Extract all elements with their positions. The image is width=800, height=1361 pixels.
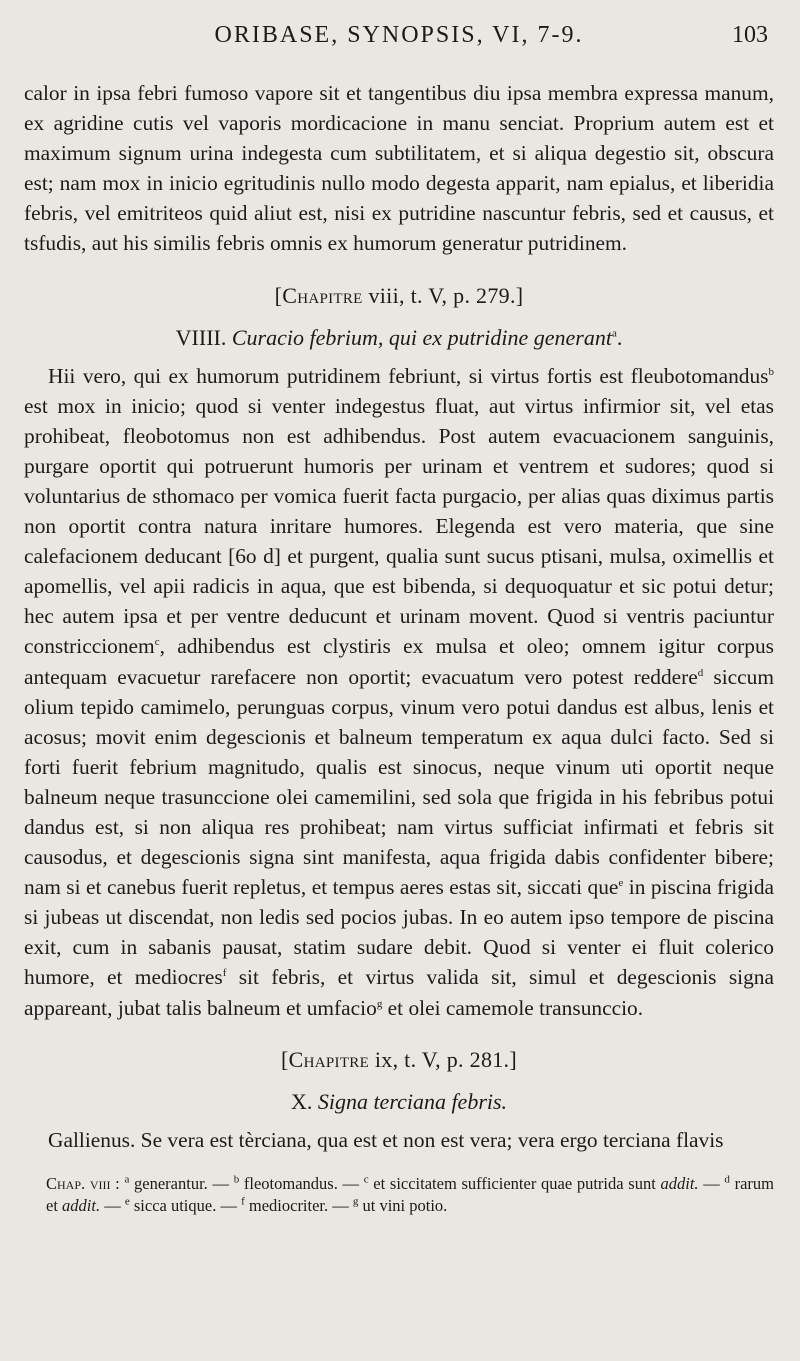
text-segment: est mox in inicio; quod si venter indegestus fluat, aut virtus infirmior sit, vel etas prohibeat, fleobotomus non est adhibendus. Post autem evacuacionem sanguinis, purgare oportit qui potruerunt humoris per urinam et ventrem et sudores; quod si voluntarius de sthomaco per vomica fuerit facta purgacio, per alias quas diximus partis non oportit contra natura inritare humores. Elegenda est vero materia, que sine calefacionem deducant [6o d] et purgent, qualia sunt sucus ptisani, mulsa, oximellis et apomellis, vel apii radicis in aqua, que est bibenda, si dequoquatur et sic potui detur; hec autem ipsa et per ventre deducunt et urinam movent. Quod si ventris paciuntur constriccionem [24, 393, 774, 659]
fn-text: rarum et [46, 1173, 775, 1215]
section-number: VIIII. [175, 324, 232, 350]
note-mark-g: g [376, 997, 383, 1010]
fn-addit: addit. [660, 1173, 699, 1193]
fn-mark-f: f [241, 1195, 245, 1208]
chapter-ref-rest: ix, t. V, p. 281. [369, 1046, 510, 1072]
note-mark-a: a [611, 327, 617, 340]
fn-mark-d: d [724, 1173, 730, 1186]
fn-mark-c: c [363, 1173, 369, 1186]
text-segment: Hii vero, qui ex humorum putridinem febriunt, si virtus fortis est fleubotomandus [48, 363, 769, 388]
page-number: 103 [732, 22, 768, 48]
running-head [24, 16, 774, 50]
chapter-reference-ix: [Chapitre ix, t. V, p. 281.] [281, 1046, 517, 1072]
running-title: ORIBASE, SYNOPSIS, VI, 7-9. [214, 22, 584, 48]
note-mark-b: b [768, 365, 774, 378]
fn-text: et siccitatem sufficienter quae putrida sunt [368, 1173, 661, 1193]
section-title-viiii: VIIII. Curacio febrium, qui ex putridine generant$^a$. [175, 324, 623, 350]
fn-mark-b: b [233, 1173, 240, 1186]
fn-mark-g: g [352, 1195, 359, 1208]
section-heading: Signa terciana febris. [317, 1088, 508, 1114]
fn-sep: — [698, 1173, 725, 1193]
chapter-label: Chapitre [288, 1046, 370, 1072]
section-title-x [24, 1089, 774, 1115]
chapter-ref-rest: viii, t. V, p. 279. [362, 282, 516, 308]
paragraph-continuation: calor in ipsa febri fumoso vapore sit et tangentibus diu ipsa membra expressa manum, ex agridine cutis vel vaporis mordicacione in manu senciat. Proprium autem est et maximum signum urina indegesta cum subtilitatem, et si aliqua degestio sit, obscura est; nam mox in inicio egritudinis nullo modo degesta apparit, nam epialus, et liberidia febris, vel emitriteos quid aliut est, nisi ex putridine nascuntur febris, sed et causus, et tsfudis, aut his similis febris omnis ex humorum generatur putridinem. [24, 81, 774, 256]
fn-text: ut vini potio. [358, 1195, 448, 1215]
fn-mark-e: e [124, 1195, 130, 1208]
fn-text: sicca utique. — [129, 1195, 242, 1215]
text-segment: siccum olium tepido camimelo, perunguas corpus, vinum vero potui dandus est albus, lenis et acosus; movit enim degescionis et balneum temperatum ex aqua dulci facto. Sed si forti fuerit febrium magnitudo, qualis est sinocus, neque vinum uti oportit neque balneum neque trasunccione olei camemilini, sed sola que frigida in his febribus potui dandus est, si non aliqua res prohibeat; nam virtus sufficiat infirmati et febris sit causodus, et degescionis signa sint manifesta, aqua frigida dabis confidenter bibere; nam si et canebus fuerit repletus, et tempus aeres estas sit, siccati que [24, 664, 775, 900]
section-heading: Curacio febrium, qui ex putridine generant [231, 324, 612, 350]
fn-text: generantur. — [129, 1173, 234, 1193]
paragraph-curacio [24, 361, 774, 1023]
paragraph-gallienus: Gallienus. Se vera est tèrciana, qua est et non est vera; vera ergo terciana flavis [48, 1127, 724, 1152]
note-mark-d: d [697, 666, 704, 679]
chapter-reference-viii: [Chapitre viii, t. V, p. 279.] [274, 282, 524, 308]
fn-mark-a: a [124, 1173, 130, 1186]
chapter-label: Chapitre [282, 282, 363, 308]
text-segment: , adhibendus est clystiris ex mulsa et oleo; omnem igitur corpus antequam evacuetur rarefacere non oportit; evacuatum vero potest reddere [24, 634, 774, 689]
note-mark-c: c [154, 636, 160, 649]
fn-text: mediocriter. — [244, 1195, 353, 1215]
fn-addit: addit. [62, 1195, 101, 1215]
text-segment: et olei camemole transunccio. [382, 995, 644, 1020]
footnote-label: Chap. viii : [46, 1173, 125, 1193]
text-segment: in piscina frigida si jubeas ut discendat, non ledis sed pocios jubas. In eo autem ipso tempore de piscina exit, cum in sabanis pausat, statim sudare debit. Quod si venter ei fluit colerico humore, et mediocres [24, 875, 775, 990]
note-mark-e: e [618, 877, 624, 890]
fn-sep: — [100, 1195, 125, 1215]
text-segment: sit febris, et virtus valida sit, simul et degescionis signa appareant, jubat talis balneum et umfacio [24, 965, 774, 1020]
fn-text: fleotomandus. — [239, 1173, 364, 1193]
note-mark-f: f [222, 967, 227, 980]
footnotes [24, 1173, 774, 1217]
section-number: X. [290, 1088, 318, 1114]
